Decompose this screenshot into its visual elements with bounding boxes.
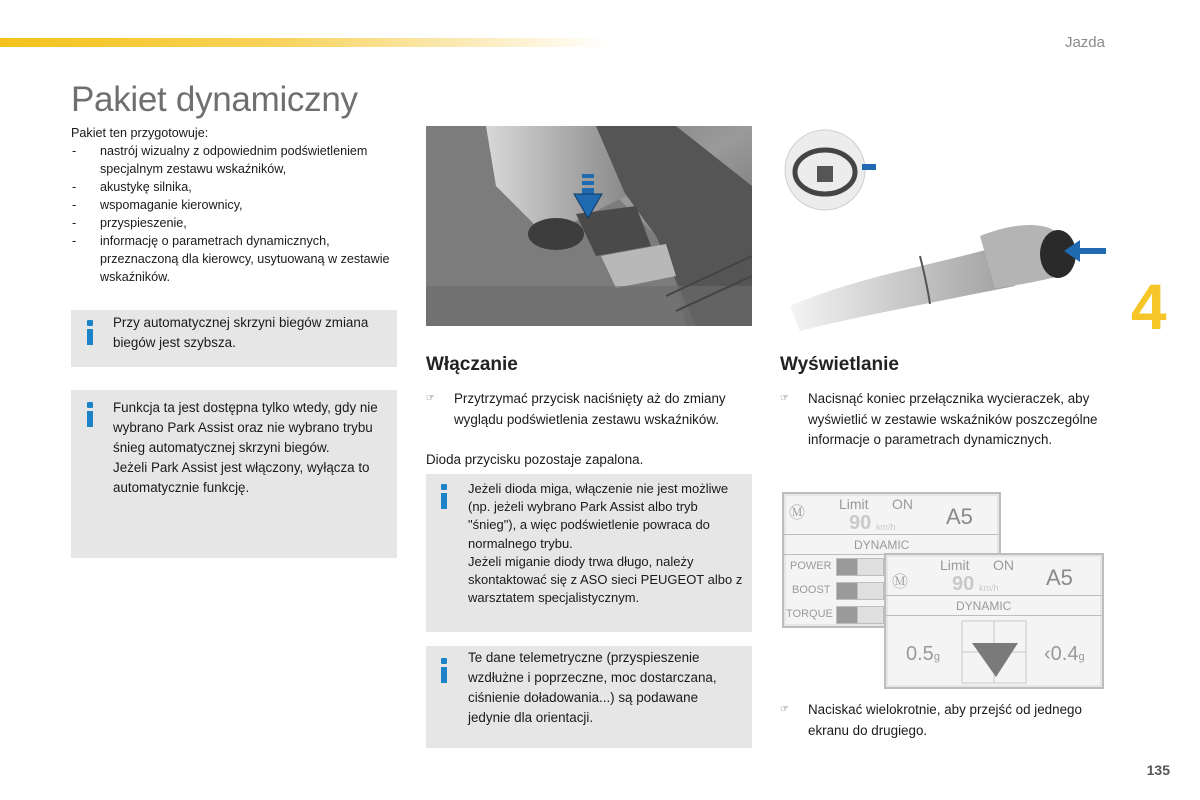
step-text: Naciskać wielokrotnie, aby przejść od jednego ekranu do drugiego.: [808, 702, 1082, 738]
speed-value: 90: [849, 512, 872, 534]
torque-bar: [836, 606, 884, 624]
intro-lead: Pakiet ten przygotowuje:: [71, 126, 209, 140]
wiper-stalk-illustration: [780, 126, 1120, 332]
boost-label: BOOST: [792, 584, 831, 596]
info-icon: [86, 320, 94, 345]
pointing-hand-icon: ☞: [780, 393, 789, 404]
info-icon: [440, 484, 448, 509]
mode-label: DYNAMIC: [854, 538, 910, 552]
console-illustration: [426, 126, 752, 326]
limiter-icon: Ⓜ: [892, 574, 909, 591]
intro-list: [71, 142, 411, 286]
intro-block: [71, 124, 411, 286]
note-text: [113, 398, 378, 498]
limit-label: Limit: [940, 557, 970, 573]
limiter-icon: Ⓜ: [789, 505, 806, 522]
steering-wheel-icon: [785, 130, 876, 210]
note-park-assist: [71, 390, 397, 558]
power-label: POWER: [790, 560, 832, 572]
gear-indicator: A5: [1046, 565, 1073, 590]
section-label: Jazda: [1064, 34, 1105, 51]
console-button-photo: [426, 126, 752, 326]
speed-unit: km/h: [876, 522, 896, 532]
speed-value: 90: [952, 573, 975, 595]
note-text: Przy automatycznej skrzyni biegów zmiana biegów jest szybsza.: [113, 315, 369, 350]
note-paragraph: Jeżeli dioda miga, włączenie nie jest możliwe (np. jeżeli wybrano Park Assist albo tryb "śnieg"), a więc podświetlenie powraca do normalnego trybu.: [468, 481, 729, 551]
note-text: Te dane telemetryczne (przyspieszenie wzdłużne i poprzeczne, moc dostarczana, ciśnienie doładowania...) są podawane jedynie dla orientacji.: [468, 650, 717, 725]
boost-bar: [836, 582, 884, 600]
note-gearbox: [71, 310, 397, 367]
list-item: - akustykę silnika,: [71, 178, 411, 196]
pointing-hand-icon: ☞: [780, 704, 789, 715]
list-item: - nastrój wizualny z odpowiednim podświetleniem specjalnym zestawu wskaźników,: [71, 142, 411, 178]
list-item: - informację o parametrach dynamicznych, przeznaczoną dla kierowcy, usytuowaną w zestawie wskaźników.: [71, 232, 411, 286]
torque-label: TORQUE: [786, 608, 833, 620]
info-icon: [86, 402, 94, 427]
g-left-value: 0.5g: [906, 643, 940, 665]
section-heading-display: Wyświetlanie: [780, 354, 899, 375]
note-paragraph: Jeżeli miganie diody trwa długo, należy skontaktować się z ASO sieci PEUGEOT albo z warsztatem specjalistycznym.: [468, 553, 743, 606]
step-display-1: [780, 389, 1115, 451]
pointing-hand-icon: ☞: [426, 393, 435, 404]
list-item: - przyspieszenie,: [71, 214, 411, 232]
info-icon: [440, 658, 448, 683]
note-paragraph: Jeżeli Park Assist jest włączony, wyłącza to automatycznie funkcję.: [113, 460, 370, 495]
on-label: ON: [993, 557, 1014, 573]
note-telemetry: [426, 646, 752, 748]
g-force-indicator: [942, 617, 1046, 687]
section-heading-enable: Włączanie: [426, 354, 518, 375]
on-label: ON: [892, 496, 913, 512]
enable-after-text: Dioda przycisku pozostaje zapalona.: [426, 452, 644, 467]
gear-indicator: A5: [946, 504, 973, 529]
speed-unit: km/h: [979, 583, 999, 593]
chapter-number: 4: [1131, 271, 1167, 343]
step-text: Nacisnąć koniec przełącznika wycieraczek, aby wyświetlić w zestawie wskaźników poszczególne informacje o parametrach dynamicznych.: [808, 391, 1098, 447]
page-number: 135: [1146, 762, 1170, 778]
note-text: [468, 480, 743, 607]
step-display-2: [780, 700, 1115, 741]
header-accent-bar: [0, 38, 610, 47]
step-enable: [426, 389, 744, 430]
limit-label: Limit: [839, 496, 869, 512]
list-item: - wspomaganie kierownicy,: [71, 196, 411, 214]
dashboard-screen-2: [884, 553, 1104, 689]
step-text: Przytrzymać przycisk naciśnięty aż do zmiany wyglądu podświetlenia zestawu wskaźników.: [454, 391, 726, 427]
mode-label: DYNAMIC: [956, 599, 1012, 613]
note-diode: [426, 474, 752, 632]
g-right-value: ‹0.4g: [1044, 643, 1085, 665]
page-title: Pakiet dynamiczny: [71, 80, 358, 119]
note-paragraph: Funkcja ta jest dostępna tylko wtedy, gdy nie wybrano Park Assist oraz nie wybrano trybu śnieg automatycznej skrzyni biegów.: [113, 400, 378, 455]
power-bar: [836, 558, 884, 576]
